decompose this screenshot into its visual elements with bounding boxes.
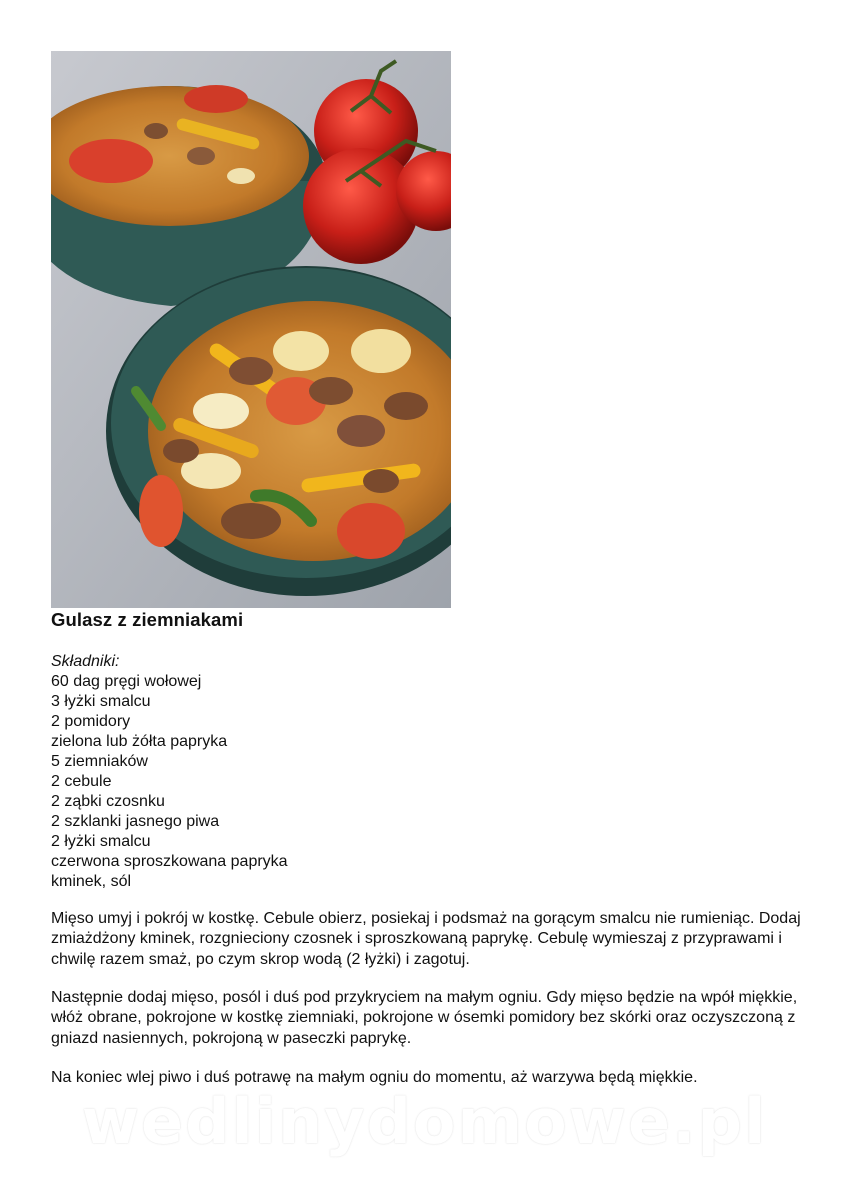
ingredient-item: 2 łyżki smalcu bbox=[51, 833, 151, 850]
instruction-paragraph-3: Na koniec wlej piwo i duś potrawę na małym ogniu do momentu, aż warzywa będą miękkie. bbox=[51, 1069, 698, 1086]
ingredients-label: Składniki: bbox=[51, 653, 120, 670]
instruction-paragraph-1: Mięso umyj i pokrój w kostkę. Cebule obierz, posiekaj i podsmaż na gorącym smalcu nie rumieniąc. Dodaj zmiażdżony kminek, rozgnieciony czosnek i sproszkowaną paprykę. Cebulę wymieszaj z przyprawami i chwilę razem smaż, po czym skrop wodą (2 łyżki) i zagotuj. bbox=[51, 910, 801, 968]
ingredient-item: kminek, sól bbox=[51, 873, 132, 890]
ingredients-list bbox=[51, 672, 751, 892]
recipe-photo bbox=[51, 51, 451, 608]
watermark: wedlinydomowe.pl bbox=[81, 1085, 768, 1158]
ingredient-item: 2 ząbki czosnku bbox=[51, 793, 165, 810]
ingredients-section bbox=[51, 652, 751, 892]
ingredient-item: 2 pomidory bbox=[51, 713, 131, 730]
ingredient-item: 2 cebule bbox=[51, 773, 112, 790]
ingredient-item: 2 szklanki jasnego piwa bbox=[51, 813, 220, 830]
ingredient-item: zielona lub żółta papryka bbox=[51, 733, 228, 750]
ingredient-item: czerwona sproszkowana papryka bbox=[51, 853, 288, 870]
ingredient-item: 60 dag pręgi wołowej bbox=[51, 673, 202, 690]
ingredient-item: 5 ziemniaków bbox=[51, 753, 148, 770]
ingredient-item: 3 łyżki smalcu bbox=[51, 693, 151, 710]
recipe-title: Gulasz z ziemniakami bbox=[51, 609, 244, 630]
instruction-paragraph-2: Następnie dodaj mięso, posól i duś pod przykryciem na małym ogniu. Gdy mięso będzie na wpół miękkie, włóż obrane, pokrojone w kostkę ziemniaki, pokrojone w ósemki pomidory bez skórki oraz oczyszczoną z gniazd nasiennych, pokrojoną w paseczki paprykę. bbox=[51, 989, 798, 1047]
goulash-bowls-illustration bbox=[51, 51, 451, 608]
